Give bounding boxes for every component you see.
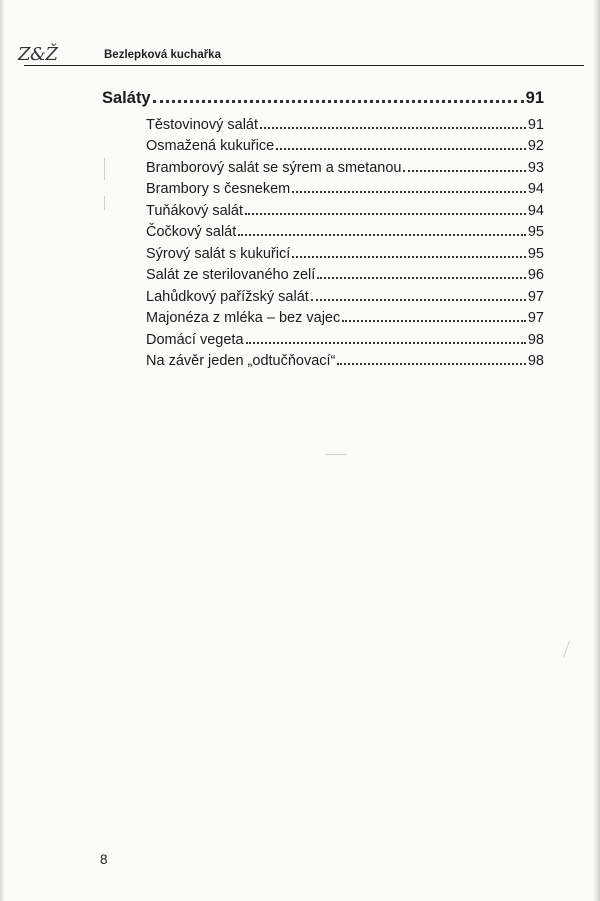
toc-entry [102,219,544,241]
page-edge-right [594,0,600,901]
toc-entry [102,197,544,219]
entry-title: Sýrový salát s kukuřicí [146,245,291,262]
table-of-contents [102,86,544,369]
toc-entry [102,348,544,370]
page-edge-left [0,0,4,901]
dot-leader [317,277,526,279]
section-page-number: 91 [525,89,544,107]
entry-page-number: 97 [527,288,544,305]
entry-page-number: 98 [527,353,544,369]
toc-entry [102,133,544,155]
dot-leader [311,299,526,301]
scan-mark [326,454,346,455]
entry-page-number: 95 [527,245,544,262]
dot-leader [276,148,526,150]
toc-entry [102,305,544,327]
entry-page-number: 96 [527,267,544,283]
toc-entry [102,283,544,305]
section-title: Saláty [102,89,151,107]
book-title: Bezlepková kuchařka [104,49,221,61]
toc-entry [102,240,544,262]
scan-mark [563,640,570,657]
entry-title: Tuňákový salát [146,202,243,219]
dot-leader [245,213,526,215]
dot-leader [342,320,526,322]
entry-page-number: 93 [527,159,544,176]
dot-leader [260,127,526,129]
toc-entry [102,262,544,284]
page-number: 8 [100,852,108,867]
entry-page-number: 91 [527,116,544,133]
entry-page-number: 94 [527,181,544,197]
entry-title: Bramborový salát se sýrem a smetanou [146,159,402,176]
entry-page-number: 94 [527,202,544,219]
toc-section-heading [102,86,544,108]
toc-entry [102,111,544,133]
scan-mark [104,158,105,180]
entry-title: Na závěr jeden „odtučňovací“ [146,353,336,369]
entry-title: Lahůdkový pařížský salát [146,288,309,305]
dot-leader [153,100,524,103]
toc-entry [102,154,544,176]
entry-page-number: 98 [527,331,544,348]
scan-mark [104,196,105,210]
toc-entry [102,326,544,348]
entry-page-number: 97 [527,310,544,326]
entry-title: Brambory s česnekem [146,181,291,197]
entry-title: Čočkový salát [146,224,237,240]
publisher-logo: Z&Ž [18,44,58,65]
dot-leader [403,170,525,172]
entry-title: Těstovinový salát [146,116,259,133]
header-rule [24,65,584,66]
entry-page-number: 95 [527,224,544,240]
toc-entry [102,176,544,198]
dot-leader [292,256,526,258]
entry-title: Osmažená kukuřice [146,138,275,154]
entry-page-number: 92 [527,138,544,154]
entry-title: Majonéza z mléka – bez vajec [146,310,341,326]
dot-leader [337,363,525,365]
dot-leader [238,234,526,236]
running-header [18,44,584,66]
entry-title: Domácí vegeta [146,331,244,348]
dot-leader [246,342,526,344]
dot-leader [292,191,526,193]
entry-title: Salát ze sterilovaného zelí [146,267,316,283]
